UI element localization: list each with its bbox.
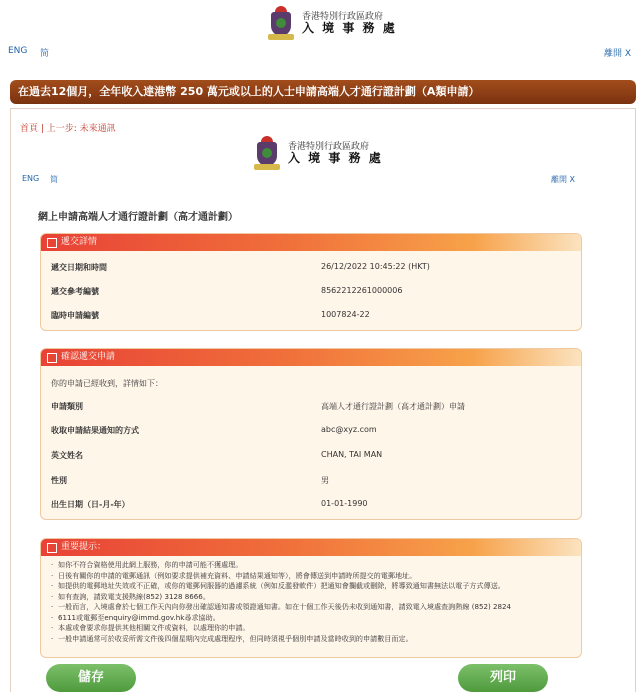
- confirm-title: 確認遞交申請: [61, 352, 116, 362]
- leave-link[interactable]: 離開 X: [604, 49, 632, 59]
- dob-label: 出生日期（日-月-年）: [51, 500, 130, 509]
- inner-logo: [252, 136, 383, 172]
- breadcrumb-prev[interactable]: 上一步: 未來通訊: [46, 124, 116, 134]
- dob-value: 01-01-1990: [321, 499, 368, 508]
- note-item: · 6111或電郵至enquiry@immd.gov.hk尋求協助。: [51, 613, 575, 624]
- temp-app-no-label: 臨時申請編號: [51, 311, 99, 320]
- submit-datetime-value: 26/12/2022 10:45:22 (HKT): [321, 262, 430, 271]
- page-title: 網上申請高端人才通行證計劃（高才通計劃）: [38, 212, 238, 223]
- inner-lang-en-link[interactable]: ENG: [22, 174, 40, 183]
- inner-dept-name: 入 境 事 務 處: [288, 151, 383, 166]
- confirm-panel-header: [41, 349, 581, 366]
- confirm-panel: [40, 348, 582, 520]
- breadcrumb: [20, 121, 116, 134]
- inner-leave-link[interactable]: 離開 X: [551, 175, 576, 184]
- notify-method-value: abc@xyz.com: [321, 425, 377, 434]
- submission-panel-header: [41, 234, 581, 251]
- gender-label: 性別: [51, 476, 67, 485]
- page-banner: 在過去12個月，全年收入達港幣 250 萬元或以上的人士申請高端人才通行證計劃（A類申請）: [10, 80, 636, 104]
- print-button[interactable]: 列印: [458, 664, 548, 692]
- important-notes-panel: [40, 538, 582, 658]
- note-item: · 一般申請通常可於收妥所需文件後四個星期內完成處理程序，但同時須視乎個別申請及當時收到的申請數目而定。: [51, 634, 575, 645]
- note-item: · 如有查詢，請致電支援熱線(852) 3128 8666。: [51, 592, 575, 603]
- doc-icon: [47, 353, 57, 363]
- dept-name: 入 境 事 務 處: [302, 21, 397, 36]
- submit-datetime-label: 遞交日期和時間: [51, 263, 107, 272]
- notify-method-label: 收取申請結果通知的方式: [51, 426, 139, 435]
- notes-list: [41, 556, 581, 644]
- doc-icon: [47, 238, 57, 248]
- lang-en-link[interactable]: ENG: [8, 46, 28, 56]
- note-item: · 如提供的電郵地址失效或不正確，或你的電郵伺服器的過濾系統（例如反濫發軟件）把通知會攔截或刪除，將導致通知書無法以電子方式傳送。: [51, 581, 575, 592]
- lang-sc-link[interactable]: 简: [40, 49, 50, 59]
- notes-panel-header: [41, 539, 581, 556]
- app-type-label: 申請類別: [51, 402, 83, 411]
- breadcrumb-separator: |: [38, 124, 47, 134]
- note-item: · 一般而言，入境處會於七個工作天內向你發出確認通知書或領證通知書。如在十個工作天後仍未收到通知書，請致電入境處查詢熱線 (852) 2824: [51, 602, 575, 613]
- note-item: · 日後有關你的申請的電郵通訊（例如要求提供補充資料、申請結果通知等），將會傳送到申請時所提交的電郵地址。: [51, 571, 575, 582]
- submission-panel: [40, 233, 582, 331]
- immd-crest-icon: [266, 6, 296, 42]
- breadcrumb-home[interactable]: 首頁: [20, 124, 39, 134]
- submit-ref-value: 8562212261000006: [321, 286, 403, 295]
- save-button[interactable]: 儲存: [46, 664, 136, 692]
- note-item: · 本處或會要求你提供其他相關文件或資料，以處理你的申請。: [51, 623, 575, 634]
- app-type-value: 高端人才通行證計劃（高才通計劃）申請: [321, 402, 465, 411]
- doc-icon: [47, 543, 57, 553]
- confirm-intro: 你的申請已經收到，詳情如下：: [51, 379, 163, 388]
- submission-title: 遞交詳情: [61, 237, 98, 247]
- gender-value: 男: [321, 476, 329, 485]
- inner-gov-name: 香港特別行政區政府: [288, 141, 370, 152]
- submit-ref-label: 遞交參考編號: [51, 287, 99, 296]
- english-name-value: CHAN, TAI MAN: [321, 450, 383, 459]
- temp-app-no-value: 1007824-22: [321, 310, 370, 319]
- inner-crest-icon: [252, 136, 282, 172]
- note-item: · 如你不符合資格使用此網上服務，你的申請可能不獲處理。: [51, 560, 575, 571]
- inner-lang-sc-link[interactable]: 简: [50, 175, 58, 184]
- notes-title: 重要提示：: [61, 542, 107, 552]
- english-name-label: 英文姓名: [51, 451, 83, 460]
- gov-name: 香港特別行政區政府: [302, 11, 384, 22]
- hkgov-logo: [266, 6, 397, 42]
